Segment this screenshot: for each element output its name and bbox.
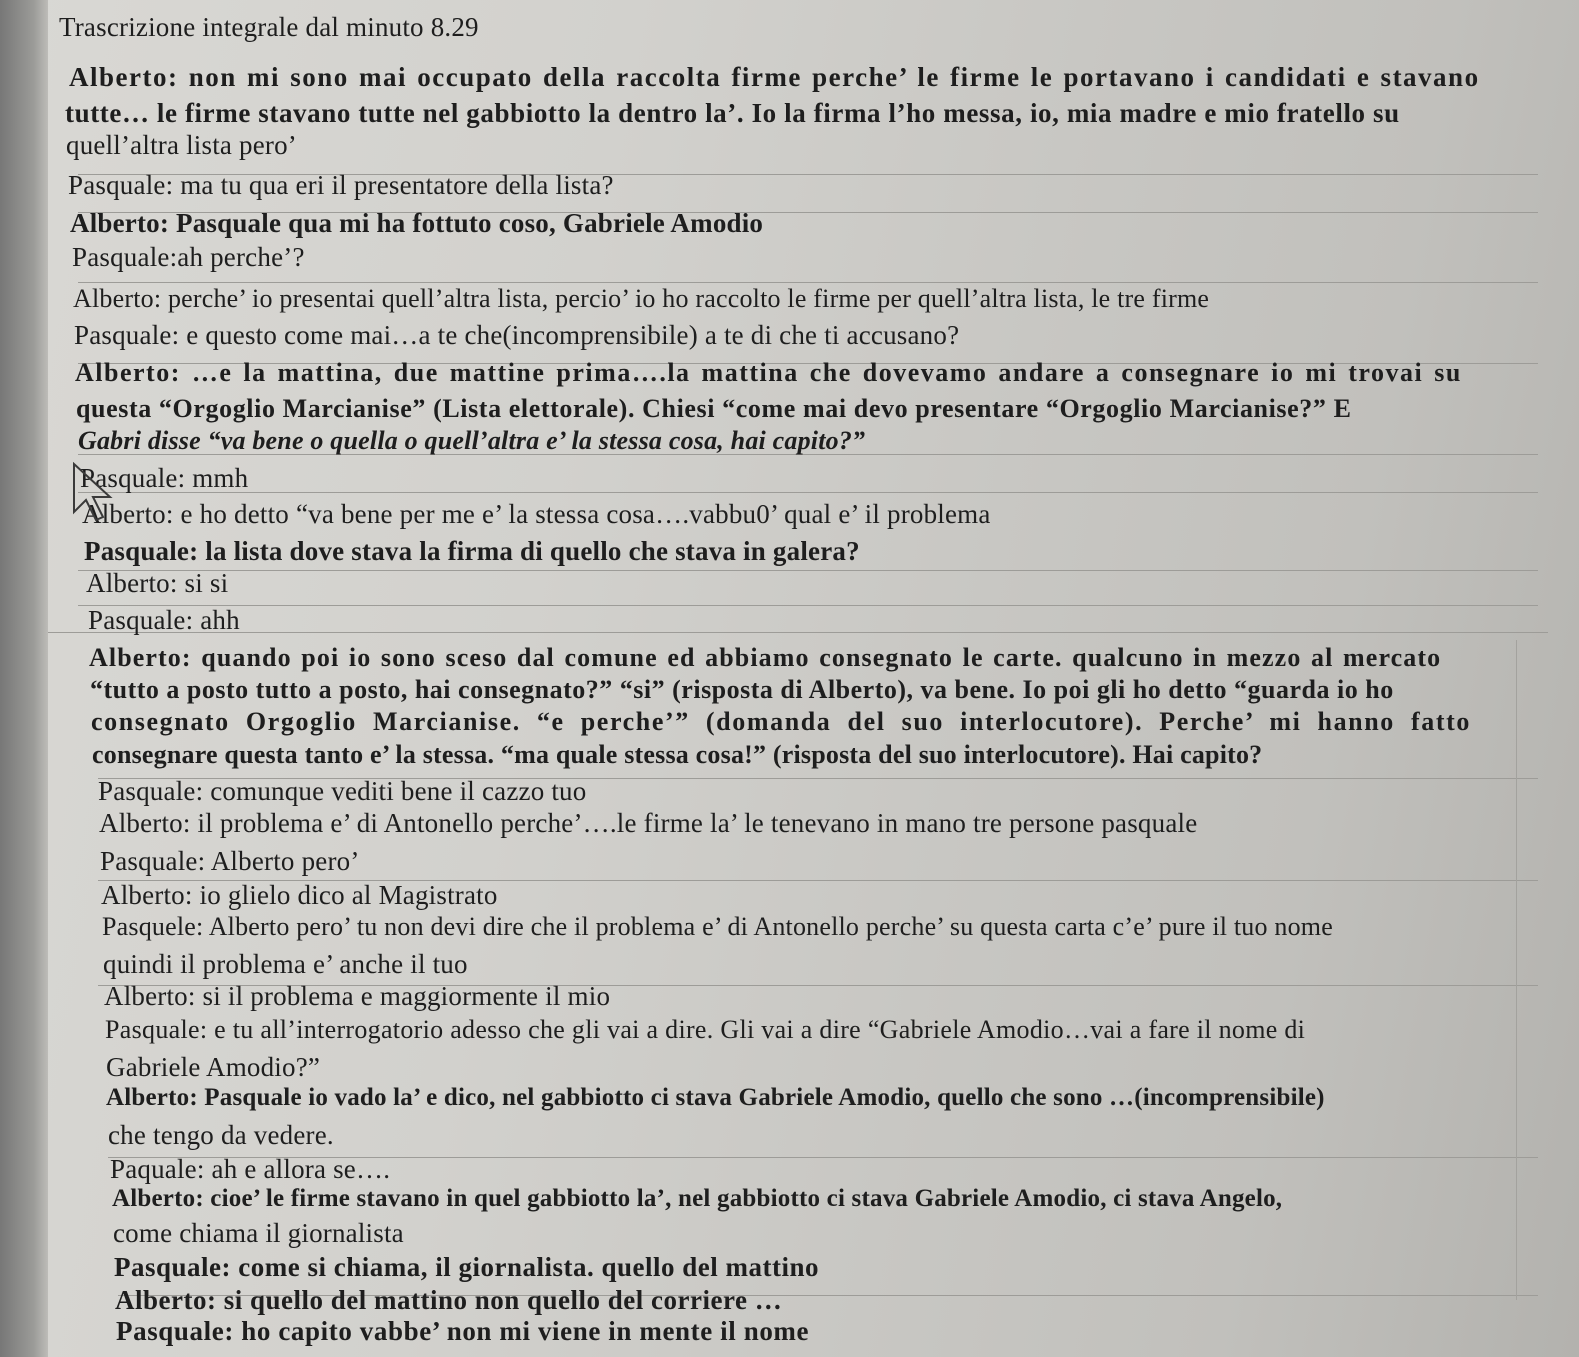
transcript-line: Alberto: quando poi io sono sceso dal comune ed abbiamo consegnato le carte. qualcuno in mezzo al mercato: [89, 643, 1442, 672]
transcript-line: “tutto a posto tutto a posto, hai consegnato?” “si” (risposta di Alberto), va bene. Io poi gli ho detto “guarda io ho: [90, 675, 1394, 704]
transcript-line: Alberto: Pasquale qua mi ha fottuto coso, Gabriele Amodio: [70, 208, 764, 238]
transcript-line: Alberto: io glielo dico al Magistrato: [101, 880, 498, 910]
transcript-line: Alberto: Pasquale io vado la’ e dico, nel gabbiotto ci stava Gabriele Amodio, quello che sono …(incomprensibile): [106, 1084, 1325, 1111]
transcript-line: come chiama il giornalista: [113, 1218, 404, 1248]
transcript-line: Alberto: si il problema e maggiormente il mio: [104, 981, 611, 1011]
transcript-line: Pasquale: la lista dove stava la firma di quello che stava in galera?: [84, 536, 860, 566]
transcript-line: tutte… le firme stavano tutte nel gabbiotto la dentro la’. Io la firma l’ho messa, io, mia madre e mio fratello su: [65, 98, 1400, 128]
transcript-line: consegnare questa tanto e’ la stessa. “ma quale stessa cosa!” (risposta del suo interlocutore). Hai capito?: [92, 740, 1263, 769]
transcript-line: quindi il problema e’ anche il tuo: [103, 949, 468, 979]
row-divider: [78, 492, 1538, 493]
transcript-line: Pasquele: Alberto pero’ tu non devi dire che il problema e’ di Antonello perche’ su questa carta c’e’ pure il tuo nome: [102, 912, 1333, 941]
transcript-line: consegnato Orgoglio Marcianise. “e perche’” (domanda del suo interlocutore). Perche’ mi hanno fatto: [91, 707, 1471, 736]
transcript-line: Alberto: si quello del mattino non quello del corriere …: [115, 1285, 783, 1315]
transcript-line: Alberto: si si: [86, 568, 229, 598]
mouse-pointer-icon: [70, 462, 122, 524]
transcript-line: Pasquale: e tu all’interrogatorio adesso che gli vai a dire. Gli vai a dire “Gabriele Amodio…vai a fare il nome di: [105, 1015, 1306, 1044]
transcript-line: Alberto: cioe’ le firme stavano in quel gabbiotto la’, nel gabbiotto ci stava Gabriele Amodio, ci stava Angelo,: [112, 1185, 1283, 1212]
table-border: [1516, 640, 1517, 1300]
transcript-line: Pasquale: e questo come mai…a te che(incomprensibile) a te di che ti accusano?: [74, 320, 960, 350]
transcript-document: [48, 0, 1579, 1357]
transcript-line: Alberto: …e la mattina, due mattine prima….la mattina che dovevamo andare a consegnare io mi trovai su: [75, 358, 1462, 387]
transcript-line: Pasquale:ah perche’?: [72, 242, 305, 272]
row-divider: [78, 605, 1538, 606]
transcript-line: Pasquale: ahh: [88, 605, 240, 635]
row-divider: [48, 632, 1548, 633]
transcript-line: Pasquale: ho capito vabbe’ non mi viene in mente il nome: [116, 1316, 810, 1346]
transcript-line: Pasquale: come si chiama, il giornalista. quello del mattino: [114, 1252, 819, 1282]
transcript-line: questa “Orgoglio Marcianise” (Lista elettorale). Chiesi “come mai devo presentare “Orgoglio Marcianise?” E: [76, 394, 1352, 423]
transcript-line: che tengo da vedere.: [108, 1120, 334, 1150]
transcript-line: Pasquale: ma tu qua eri il presentatore della lista?: [68, 170, 614, 200]
transcript-line: Pasquale: comunque vediti bene il cazzo tuo: [98, 776, 587, 806]
transcript-line: Gabri disse “va bene o quella o quell’altra e’ la stessa cosa, hai capito?”: [78, 426, 866, 455]
document-title: Trascrizione integrale dal minuto 8.29: [59, 12, 479, 42]
transcript-line: Paquale: ah e allora se….: [110, 1154, 391, 1184]
transcript-line: quell’altra lista pero’: [66, 130, 298, 160]
transcript-line: Gabriele Amodio?”: [106, 1052, 321, 1082]
transcript-line: Alberto: e ho detto “va bene per me e’ la stessa cosa….vabbu0’ qual e’ il problema: [82, 499, 991, 529]
transcript-line: Alberto: perche’ io presentai quell’altra lista, percio’ io ho raccolto le firme per quell’altra lista, le tre firme: [73, 284, 1210, 313]
transcript-line: Pasquale: mmh: [80, 463, 249, 493]
row-divider: [78, 570, 1538, 571]
screen-bezel: [0, 0, 48, 1357]
row-divider: [78, 282, 1538, 283]
transcript-line: Pasquale: Alberto pero’: [100, 846, 360, 876]
transcript-line: Alberto: il problema e’ di Antonello perche’….le firme la’ le tenevano in mano tre persone pasquale: [99, 808, 1198, 838]
transcript-line: Alberto: non mi sono mai occupato della raccolta firme perche’ le firme le portavano i candidati e stavano: [69, 62, 1480, 92]
